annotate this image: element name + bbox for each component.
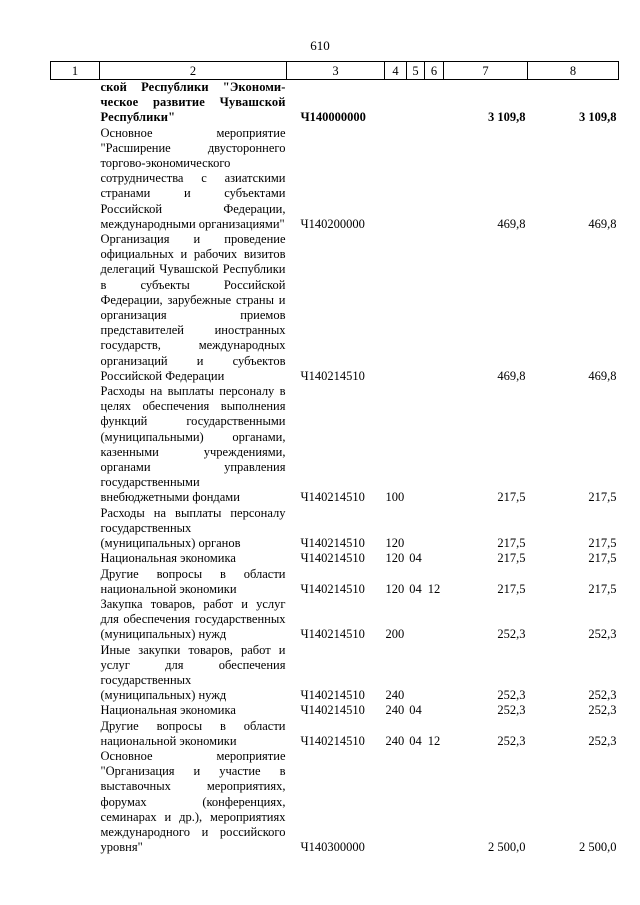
row-amount-cell: 469,8 (497, 368, 526, 383)
column-header: 7 (444, 62, 528, 80)
row-code-cell: Ч140214510 (300, 733, 365, 748)
row-code-cell: Ч140214510 (300, 581, 365, 596)
row-name-cell: Национальная экономика (100, 703, 236, 718)
row-empty-cell (51, 567, 100, 597)
row-code-cell: Ч140214510 (300, 368, 365, 383)
row-empty-cell (51, 80, 100, 126)
row-section-cell (407, 643, 425, 704)
row-code-cell: Ч140000000 (300, 110, 366, 125)
row-code-cell: Ч140200000 (300, 216, 365, 231)
row-empty-cell (51, 719, 100, 749)
row-name-cell: Организация и проведение официальных и рабочих визитов делегаций Чувашской Республики в субъекты Российской Федерации, зарубежные страны и организация приемов представителей иностранных государств, международных организаций и субъектов Российской Федерации (100, 232, 286, 383)
row-code-cell: Ч140214510 (300, 703, 365, 718)
row-section-cell (407, 384, 425, 506)
table-header-row (51, 62, 619, 80)
row-name-cell: Другие вопросы в области национальной экономики (100, 566, 286, 596)
table-row (51, 126, 619, 232)
column-header: 2 (100, 62, 287, 80)
row-subsection-cell (425, 126, 444, 232)
row-amount-cell: 217,5 (497, 490, 526, 505)
row-empty-cell (51, 506, 100, 552)
column-header: 5 (407, 62, 425, 80)
row-code-cell: Ч140300000 (300, 840, 365, 855)
row-name-cell: Расходы на выплаты персоналу в целях обеспечения выполнения функций государственными (муниципальными) органами, казенными учреждениями, органами управления государственными внебюджетными фондами (100, 384, 286, 505)
row-amount-cell: 252,3 (588, 627, 617, 642)
row-section-cell (407, 506, 425, 552)
row-amount-cell: 252,3 (588, 733, 617, 748)
row-expense-type-cell: 120 (385, 581, 405, 596)
row-name-cell: Другие вопросы в области национальной экономики (100, 718, 286, 748)
row-amount-cell: 217,5 (588, 536, 617, 551)
row-empty-cell (51, 232, 100, 384)
table-row (51, 749, 619, 855)
row-subsection-cell (425, 703, 444, 718)
row-section-cell (407, 597, 425, 643)
table-row (51, 643, 619, 704)
row-amount-cell: 217,5 (588, 581, 617, 596)
row-subsection-cell: 12 (427, 581, 441, 596)
row-subsection-cell: 12 (427, 733, 441, 748)
row-amount-cell: 252,3 (497, 627, 526, 642)
row-empty-cell (51, 597, 100, 643)
row-code-cell: Ч140214510 (300, 688, 365, 703)
table-row (51, 80, 619, 126)
row-expense-type-cell: 240 (385, 688, 405, 703)
row-amount-cell: 217,5 (497, 581, 526, 596)
row-expense-type-cell: 200 (385, 627, 405, 642)
row-name-cell: Основное мероприятие "Организация и участие в выставочных мероприятиях, форумах (конференциях, семинарах и др.), мероприятиях международного и российского уровня" (100, 748, 286, 855)
row-name-cell: Расходы на выплаты персоналу государственных (муниципальных) органов (100, 505, 286, 551)
row-subsection-cell (425, 80, 444, 126)
column-header: 4 (385, 62, 407, 80)
row-expense-type-cell (385, 126, 407, 232)
row-empty-cell (51, 749, 100, 855)
row-section-cell (407, 126, 425, 232)
row-section-cell (407, 80, 425, 126)
row-amount-cell: 469,8 (588, 368, 617, 383)
row-name-cell: Закупка товаров, работ и услуг для обеспечения государственных (муниципальных) нужд (100, 596, 286, 642)
row-expense-type-cell: 120 (385, 551, 405, 566)
row-code-cell: Ч140214510 (300, 536, 365, 551)
row-empty-cell (51, 643, 100, 704)
column-header: 3 (287, 62, 385, 80)
row-amount-cell: 252,3 (497, 733, 526, 748)
row-empty-cell (51, 551, 100, 566)
row-section-cell: 04 (409, 733, 422, 748)
row-section-cell: 04 (409, 581, 422, 596)
row-amount-cell: 252,3 (497, 688, 526, 703)
row-subsection-cell (425, 551, 444, 566)
table-row (51, 551, 619, 566)
page-number: 610 (310, 38, 330, 53)
row-code-cell: Ч140214510 (300, 551, 365, 566)
row-section-cell: 04 (409, 703, 422, 718)
row-amount-cell: 217,5 (588, 490, 617, 505)
row-expense-type-cell: 240 (385, 733, 405, 748)
table-row (51, 232, 619, 384)
table-row (51, 384, 619, 506)
column-header: 8 (528, 62, 619, 80)
row-amount-cell: 469,8 (497, 216, 526, 231)
row-expense-type-cell (385, 749, 407, 855)
table-row (51, 597, 619, 643)
row-name-cell: Основное мероприятие "Расширение двустороннего торгово-экономического сотрудничества с азиатскими странами и субъектами Российской Федерации, международными организациями" (100, 125, 286, 231)
row-amount-cell: 252,3 (497, 703, 526, 718)
row-name-cell: Национальная экономика (100, 551, 236, 566)
row-subsection-cell (425, 749, 444, 855)
row-subsection-cell (425, 643, 444, 704)
table-body (51, 80, 619, 856)
row-amount-cell: 217,5 (497, 536, 526, 551)
budget-table (50, 61, 619, 855)
row-name-cell: Иные закупки товаров, работ и услуг для обеспечения государственных (муниципальных) нужд (100, 642, 286, 703)
row-amount-cell: 3 109,8 (488, 110, 526, 125)
row-code-cell: Ч140214510 (300, 627, 365, 642)
row-empty-cell (51, 703, 100, 718)
row-section-cell (407, 749, 425, 855)
row-amount-cell: 2 500,0 (579, 840, 617, 855)
row-subsection-cell (425, 384, 444, 506)
row-amount-cell: 2 500,0 (488, 840, 526, 855)
row-section-cell (407, 232, 425, 384)
table-row (51, 567, 619, 597)
row-subsection-cell (425, 506, 444, 552)
row-amount-cell: 217,5 (588, 551, 617, 566)
row-expense-type-cell: 240 (385, 703, 405, 718)
row-name-cell: ской Республики "Экономи-ческое развитие Чувашской Республики" (100, 80, 286, 125)
column-header: 6 (425, 62, 444, 80)
row-amount-cell: 217,5 (497, 551, 526, 566)
row-expense-type-cell: 120 (385, 536, 405, 551)
row-amount-cell: 3 109,8 (579, 110, 617, 125)
table-row (51, 703, 619, 718)
table-row (51, 719, 619, 749)
row-subsection-cell (425, 232, 444, 384)
row-empty-cell (51, 384, 100, 506)
row-expense-type-cell (385, 80, 407, 126)
column-header: 1 (51, 62, 100, 80)
row-expense-type-cell (385, 232, 407, 384)
row-empty-cell (51, 126, 100, 232)
row-section-cell: 04 (409, 551, 422, 566)
row-code-cell: Ч140214510 (300, 490, 365, 505)
row-subsection-cell (425, 597, 444, 643)
row-amount-cell: 252,3 (588, 703, 617, 718)
table-row (51, 506, 619, 552)
row-expense-type-cell: 100 (385, 490, 405, 505)
row-amount-cell: 469,8 (588, 216, 617, 231)
row-amount-cell: 252,3 (588, 688, 617, 703)
